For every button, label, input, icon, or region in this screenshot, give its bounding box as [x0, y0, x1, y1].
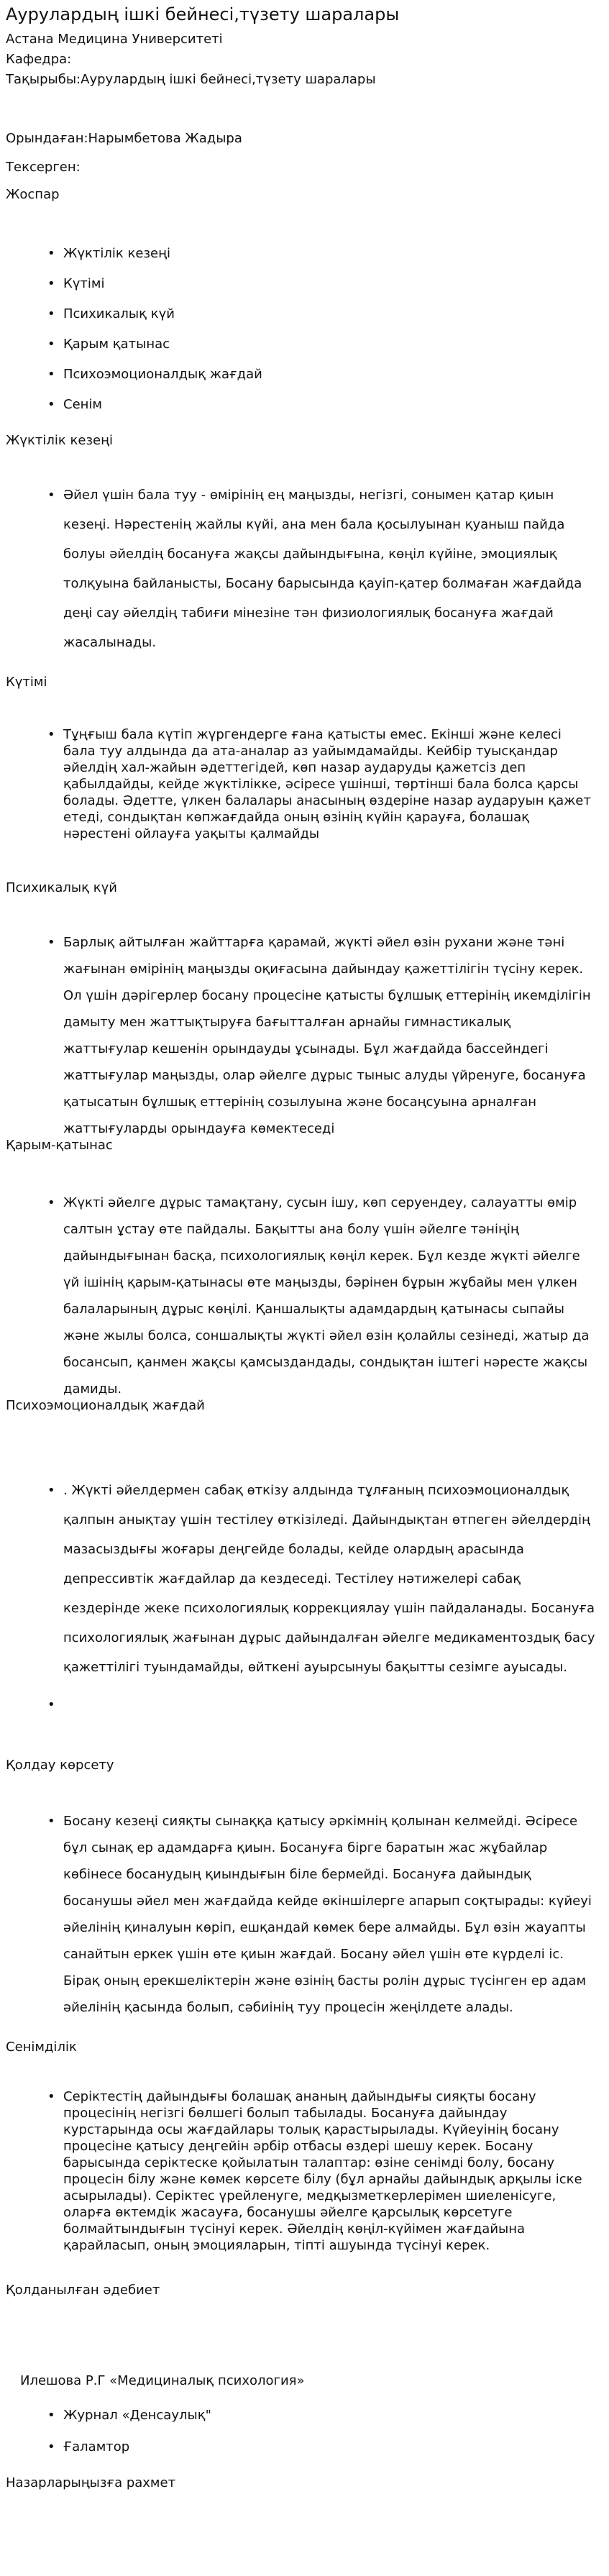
mental-paragraph: • Барлық айтылған жайттарға қарамай, жүкті әйел өзін рухани және тәні жағынан өмірінің маңызды оқиғасына дайындау қажеттілігін түсіну керек. Ол үшін дәрігерлер босану процесіне қатысты бұлшық еттерінің икемділігін дамыту мен жаттықтыруға бағытталған арнайы гимнастикалық жаттығулар кешенін орындауды ұсынады. Бұл жағдайда бассейндегі жаттығулар маңызды, олар әйелге дұрыс тыныс алуды үйренуге, босануға қатысатын бұлшық еттерінің созылуына және босаңсуына арналған жаттығуларды орындауға көмектеседі — [63, 929, 595, 1142]
section-heading-mental: Психикалық күй — [6, 880, 117, 895]
checker-line: Тексерген: — [6, 160, 81, 175]
pregnancy-text: Әйел үшін бала туу - өмірінің ең маңызды, негізгі, сонымен қатар қиын кезеңі. Нәрестенің жайлы күйі, ана мен бала қосылуынан қуаныш пайда болуы әйелдің босануға жақсы дайындығына, көңіл күйіне, эмоциялық толқуына байланысты, Босану барысында қауіп-қатер болмаған жағдайда деңі сау әйелдің табиғи мінезіне тән физиологиялық босануға жағдай жасалынады. — [63, 488, 582, 650]
section-heading-support: Қолдау көрсету — [6, 1758, 114, 1773]
plan-heading: Жоспар — [6, 187, 60, 202]
section-heading-psycho: Психоэмоционалдық жағдай — [6, 1398, 205, 1413]
psycho-paragraph: • . Жүкті әйелдермен сабақ өткізу алдында тұлғаның психоэмоционалдық қалпын анықтау үшін тестілеу өткізіледі. Дайындықтан өтпеген әйелдердің мазасыздығы жоғары деңгейде болады, кейде олардың арасында депрессивтік жағдайлар да кездеседі. Тестілеу нәтижелері сабақ кездерінде жеке психологиялық коррекциялау үшін пайдаланады. Босануға психологиялық жағынан дұрыс дайындалған әйелге медикаментоздық басу қажеттілігі туындамайды, өйткені ауырсынуы бақытты сезімге ауысады. — [63, 1476, 595, 1682]
plan-item: • Қарым қатынас — [63, 335, 595, 353]
closing-line: Назарларыңызға рахмет — [6, 2475, 176, 2490]
plan-item: • Психикалық күй — [63, 305, 595, 323]
literature-item: • Журнал «Денсаулық" — [63, 2406, 595, 2424]
psycho-empty-item — [63, 1690, 595, 1719]
pregnancy-paragraph: • Әйел үшін бала туу - өмірінің ең маңызды, негізгі, сонымен қатар қиын кезеңі. Нәрестенің жайлы күйі, ана мен бала қосылуынан қуаныш пайда болуы әйелдің босануға жақсы дайындығына, көңіл күйіне, эмоциялық толқуына байланысты, Босану барысында қауіп-қатер болмаған жағдайда деңі сау әйелдің табиғи мінезіне тән физиологиялық босануға жағдай жасалынады. — [47, 488, 582, 650]
plan-item: • Жүктілік кезеңі — [63, 245, 595, 262]
department-line: Кафедра: — [6, 52, 72, 67]
author-line: Орындаған:Нарымбетова Жадыра — [6, 131, 242, 146]
plan-item: • Сенім — [63, 396, 595, 414]
support-paragraph: • Босану кезеңі сияқты сынаққа қатысу әркімнің қолынан келмейді. Әсіресе бұл сынақ ер адамдарға қиын. Босануға бірге баратын жас жұбайлар көбінесе босанудың қиындығын біле бермейді. Босануға дайындық босанушы әйел мен жағдайда кейде өкіншілерге апарып соқтырады: күйеуі әйелінің қиналуын көріп, ешқандай көмек бере алмайды. Бұл өзін жауапты санайтын еркек үшін өте қиын жағдай. Босану әйел үшін өте күрделі іс. Бірақ оның ерекшеліктерін және өзінің басты ролін дұрыс түсінген ер адам әйелінің қасында болып, сәбиінің туу процесін жеңілдете алады. — [63, 1808, 595, 2021]
page-title: Аурулардың ішкі бейнесі,түзету шаралары — [6, 4, 400, 24]
plan-item: • Күтімі — [63, 275, 595, 293]
literature-item: • Ғаламтор — [63, 2438, 595, 2456]
topic-line: Тақырыбы:Аурулардың ішкі бейнесі,түзету шаралары — [6, 72, 376, 87]
section-heading-care: Күтімі — [6, 675, 47, 690]
section-heading-relations: Қарым-қатынас — [6, 1138, 113, 1153]
section-heading-pregnancy: Жүктілік кезеңі — [6, 433, 113, 448]
literature-heading: Қолданылған әдебиет — [6, 2283, 160, 2298]
relations-paragraph: • Жүкті әйелге дұрыс тамақтану, сусын ішу, көп серуендеу, салауатты өмір салтын ұстау өте пайдалы. Бақытты ана болу үшін әйелге тәніңің дайындығынан басқа, психологиялық көңіл керек. Бұл кезде жүкті әйелге үй ішінің қарым-қатынасы өте маңызды, бәрінен бұрын жұбайы мен үлкен балаларының дұрыс көңілі. Қаншалықты адамдардың қатынасы сыпайы және жылы болса, соншалықты жүкті әйел өзін қолайлы сезінеді, жатыр да босансып, қанмен жақсы қамсыздандады, сондықтан іштегі нәресте жақсы дамиды. — [63, 1189, 595, 1402]
literature-first-entry: Илешова Р.Г «Медициналық психология» — [20, 2373, 305, 2388]
trust-paragraph: • Серіктестің дайындығы болашақ ананың дайындығы сияқты босану процесінің негізгі бөлшегі болып табылады. Босануға дайындау курстарында осы жағдайлары толық қарастырылады. Күйеуінің босану процесіне қатысу деңгейін әрбір отбасы өздері шешу керек. Босану барысында серіктеске қойылатын талаптар: өзіне сенімді болу, босану процесін білу және көмек көрсете білу (бұл арнайы дайындық арқылы іске асырылады). Серіктес үрейленуге, медқызметкерлерімен шиеленісуге, оларға өктемдік жасауға, босанушы әйелге қарсылық көрсетуге болмайтындығын түсінуі керек. Әйелдің көңіл-күйімен жағдайына қарайласып, оның эмоцияларын, тіпті ашуында түсінуі керек. — [63, 2088, 595, 2254]
university-line: Астана Медицина Университеті — [6, 32, 223, 47]
care-paragraph: • Тұңғыш бала күтіп жүргендерге ғана қатысты емес. Екінші және келесі бала туу алдында да ата-аналар аз уайымдамайды. Кейбір туысқандар әйелдің хал-жайын әдеттегідей, көп назар аударуды қажетсіз деп қабылдайды, кейде жүктілікке, әсіресе үшінші, төртінші бала болса қарсы болады. Әдетте, үлкен балалары анасының өздеріне назар аударуын қажет етеді, сондықтан көпжағдайда оның өзінің күйін қарауға, болашақ нәрестені ойлауға уақыты қалмайды — [63, 726, 595, 842]
plan-item: • Психоэмоционалдық жағдай — [63, 365, 595, 383]
section-heading-trust: Сенімділік — [6, 2040, 77, 2055]
